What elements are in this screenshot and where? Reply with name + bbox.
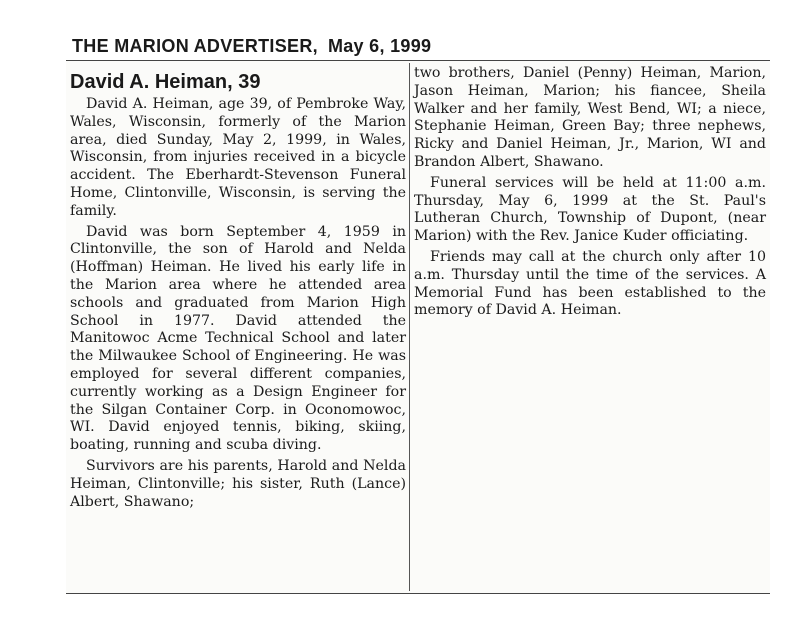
paragraph-survivors: Survivors are his parents, Harold and Nelda Heiman, Clintonville; his sister, Ruth (Lance) Albert, Shawano;	[70, 457, 406, 510]
column-divider	[409, 63, 410, 591]
obituary-headline: David A. Heiman, 39	[70, 71, 261, 93]
paragraph-death-notice: David A. Heiman, age 39, of Pembroke Way, Wales, Wisconsin, formerly of the Marion area, died Sunday, May 2, 1999, in Wales, Wisconsin, from injuries received in a bicycle accident. The Eberhardt-Stevenson Funeral Home, Clintonville, Wisconsin, is serving the family.	[70, 96, 406, 219]
newspaper-masthead	[72, 36, 431, 57]
paragraph-biography: David was born September 4, 1959 in Clintonville, the son of Harold and Nelda (Hoffman) Heiman. He lived his early life in the Marion area where he attended area schools and graduated from Marion High School in 1977. David attended the Manitowoc Acme Technical School and later the Milwaukee School of Engineering. He was employed for several different companies, currently working as a Design Engineer for the Silgan Container Corp. in Oconomowoc, WI. David enjoyed tennis, biking, skiing, boating, running and scuba diving.	[70, 223, 406, 454]
paragraph-visitation: Friends may call at the church only after 10 a.m. Thursday until the time of the services. A Memorial Fund has been established to the memory of David A. Heiman.	[414, 248, 766, 319]
publication-date: May 6, 1999	[327, 36, 432, 56]
newspaper-name: THE MARION ADVERTISER,	[72, 36, 318, 56]
left-column	[70, 65, 406, 514]
right-column	[414, 65, 766, 323]
obituary-clipping	[66, 60, 770, 594]
paragraph-survivors-continued: two brothers, Daniel (Penny) Heiman, Marion, Jason Heiman, Marion; his fiancee, Sheila Walker and her family, West Bend, WI; a niece, Stephanie Heiman, Green Bay; three nephews, Ricky and Daniel Heiman, Jr., Marion, WI and Brandon Albert, Shawano.	[414, 65, 766, 170]
paragraph-funeral-services: Funeral services will be held at 11:00 a.m. Thursday, May 6, 1999 at the St. Paul's Lutheran Church, Township of Dupont, (near Marion) with the Rev. Janice Kuder officiating.	[414, 174, 766, 245]
